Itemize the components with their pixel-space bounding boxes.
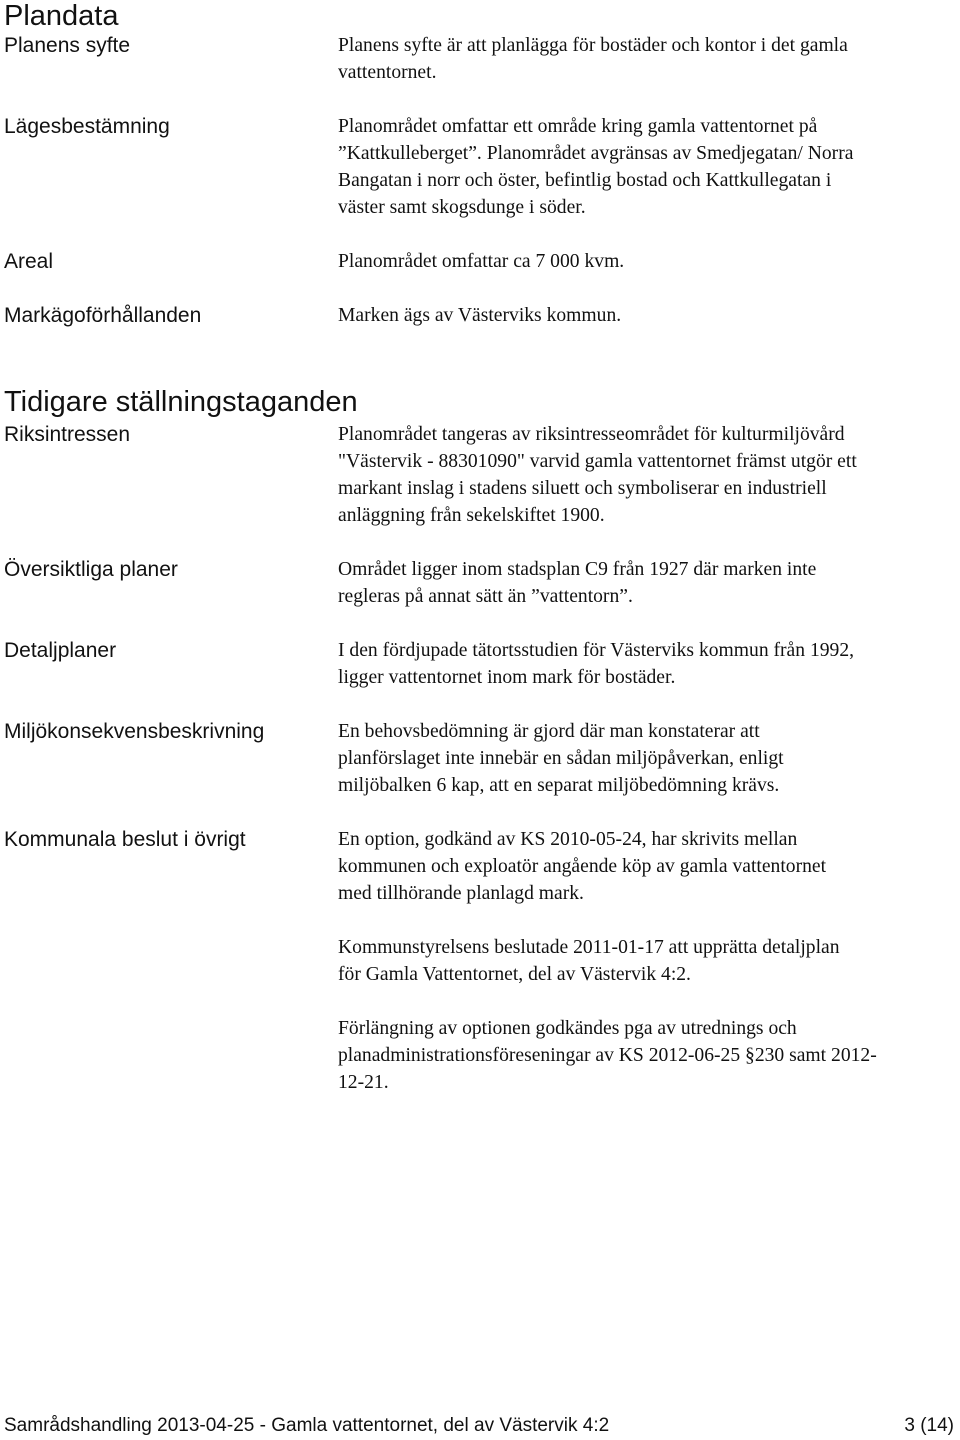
text-lagesbestamning <box>338 113 956 221</box>
text-line: Planområdet omfattar ca 7 000 kvm. <box>338 251 625 272</box>
text-line: regleras på annat sätt än ”vattentorn”. <box>338 586 633 607</box>
text-line: Planområdet tangeras av riksintresseområdet för kulturmiljövård <box>338 424 845 445</box>
text-line: anläggning från sekelskiftet 1900. <box>338 505 605 526</box>
footer-document-title: Samrådshandling 2013-04-25 - Gamla vattentornet, del av Västervik 4:2 <box>4 1415 610 1436</box>
text-miljokonsekvensbeskrivning <box>338 718 956 799</box>
text-line: med tillhörande planlagd mark. <box>338 883 584 904</box>
text-line: Bangatan i norr och öster, befintlig bostad och Kattkullegatan i <box>338 170 832 191</box>
text-oversiktliga-planer <box>338 556 956 610</box>
text-detaljplaner <box>338 637 956 691</box>
text-markagoforhallanden <box>338 302 956 329</box>
text-line: Området ligger inom stadsplan C9 från 1927 där marken inte <box>338 559 817 580</box>
text-line: Kommunstyrelsens beslutade 2011-01-17 att upprätta detaljplan <box>338 937 840 958</box>
text-riksintressen <box>338 421 956 529</box>
text-line: miljöbalken 6 kap, att en separat miljöbedömning krävs. <box>338 775 780 796</box>
label-kommunala-beslut: Kommunala beslut i övrigt <box>4 828 246 851</box>
text-line: Förlängning av optionen godkändes pga av utrednings och <box>338 1018 797 1039</box>
text-line: kommunen och exploatör angående köp av gamla vattentornet <box>338 856 827 877</box>
text-line: Planområdet omfattar ett område kring gamla vattentornet på <box>338 116 818 137</box>
label-miljokonsekvensbeskrivning: Miljökonsekvensbeskrivning <box>4 720 265 743</box>
text-line: 12-21. <box>338 1072 389 1093</box>
text-line: Planens syfte är att planlägga för bostäder och kontor i det gamla <box>338 35 848 56</box>
text-planens-syfte <box>338 32 956 86</box>
footer-page-number: 3 (14) <box>904 1415 954 1436</box>
text-line: ligger vattentornet inom mark för bostäder. <box>338 667 676 688</box>
text-line: I den fördjupade tätortsstudien för Västerviks kommun från 1992, <box>338 640 855 661</box>
text-kommunala-beslut <box>338 826 956 907</box>
text-line: markant inslag i stadens siluett och symboliserar en industriell <box>338 478 827 499</box>
label-markagoforhallanden: Markägoförhållanden <box>4 304 202 327</box>
label-areal: Areal <box>4 250 54 273</box>
text-line: ”Kattkulleberget”. Planområdet avgränsas av Smedjegatan/ Norra <box>338 143 854 164</box>
text-line: Marken ägs av Västerviks kommun. <box>338 305 622 326</box>
text-areal <box>338 248 956 275</box>
label-riksintressen: Riksintressen <box>4 423 131 446</box>
label-oversiktliga-planer: Översiktliga planer <box>4 558 178 581</box>
text-line: planadministrationsföreseningar av KS 2012-06-25 §230 samt 2012- <box>338 1045 877 1066</box>
text-line: "Västervik - 88301090" varvid gamla vattentornet främst utgör ett <box>338 451 857 472</box>
section-heading-tidigare: Tidigare ställningstaganden <box>4 386 358 418</box>
text-forlangning-option <box>338 1015 956 1096</box>
label-detaljplaner: Detaljplaner <box>4 639 117 662</box>
label-lagesbestamning: Lägesbestämning <box>4 115 170 138</box>
text-line: En option, godkänd av KS 2010-05-24, har skrivits mellan <box>338 829 798 850</box>
label-planens-syfte: Planens syfte <box>4 34 131 57</box>
text-line: vattentornet. <box>338 62 437 83</box>
section-heading-plandata: Plandata <box>4 0 119 32</box>
text-line: för Gamla Vattentornet, del av Västervik 4:2. <box>338 964 691 985</box>
text-kommunstyrelsen-beslut <box>338 934 956 988</box>
text-line: planförslaget inte innebär en sådan miljöpåverkan, enligt <box>338 748 784 769</box>
text-line: En behovsbedömning är gjord där man konstaterar att <box>338 721 760 742</box>
text-line: väster samt skogsdunge i söder. <box>338 197 586 218</box>
